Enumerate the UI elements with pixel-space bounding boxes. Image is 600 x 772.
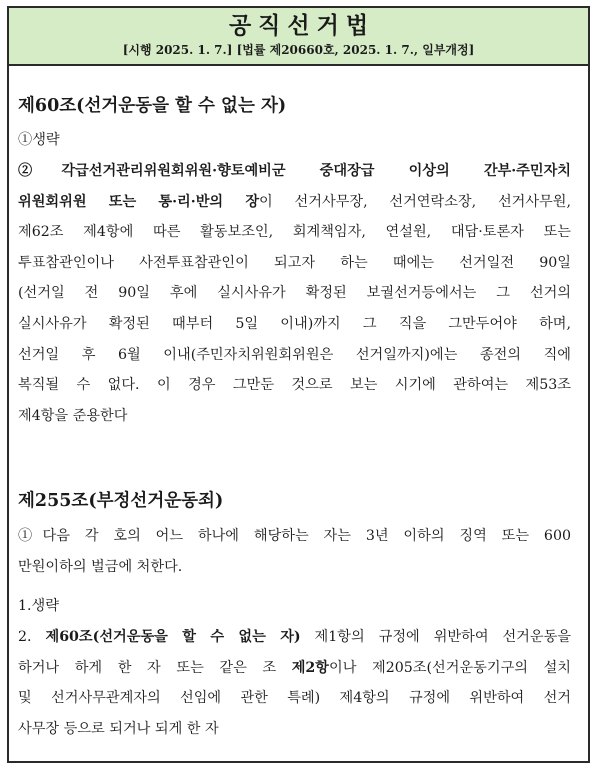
article-60-item-1: ①생략 [18,132,60,148]
article-255-title: 제255조(부정선거운동죄) [18,491,224,511]
article-60-title: 제60조(선거운동을 할 수 없는 자) [18,96,287,116]
enforcement-info: [시행 2025. 1. 7.] [법률 제20660호, 2025. 1. 7., 일부개정] [122,43,475,57]
document-header [9,8,588,66]
law-title: 공직선거법 [228,12,376,39]
article-255-subitem-2: 2. 제60조(선거운동을 할 수 없는 자) 제1항의 규정에 위반하여 선거운동을 하거나 하게 한 자 또는 같은 조 제2항이나 제205조(선거운동기구의 설치 및 선거사무관계자의 선임에 관한 특례) 제4항의 규정에 위반하여 선거 사무장 등으로 되거나 되게 한 자 [18,629,571,737]
article-255-item-1: ①다음 각 호의 어느 하나에 해당하는 자는 3년 이하의 징역 또는 600 만원이하의 벌금에 처한다. [18,528,571,575]
article-255-subitem-1: 1.생략 [18,598,59,614]
article-60-item-2: ②각급선거관리위원회위원·향토예비군 중대장급 이상의 간부·주민자치 위원회위원 또는 통·리·반의 장이 선거사무장, 선거연락소장, 선거사무원, 제62조 제4항에 따른 활동보조인, 회계책임자, 연설원, 대담·토론자 또는 투표참관인이나 사전투표참관인이 되고자 하는 때에는 선거일전 90일 (선거일 전 90일 후에 실시사유가 확정된 보궐선거등에서는 그 선거의 실시사유가 확정된 때부터 5일 이내)까지 그 직을 그만두어야 하며, 선거일 후 6월 이내(주민자치위원회위원은 선거일까지)에는 종전의 직에 복직될 수 없다. 이 경우 그만둔 것으로 보는 시기에 관하여는 제53조 제4항을 준용한다 [18,163,571,424]
